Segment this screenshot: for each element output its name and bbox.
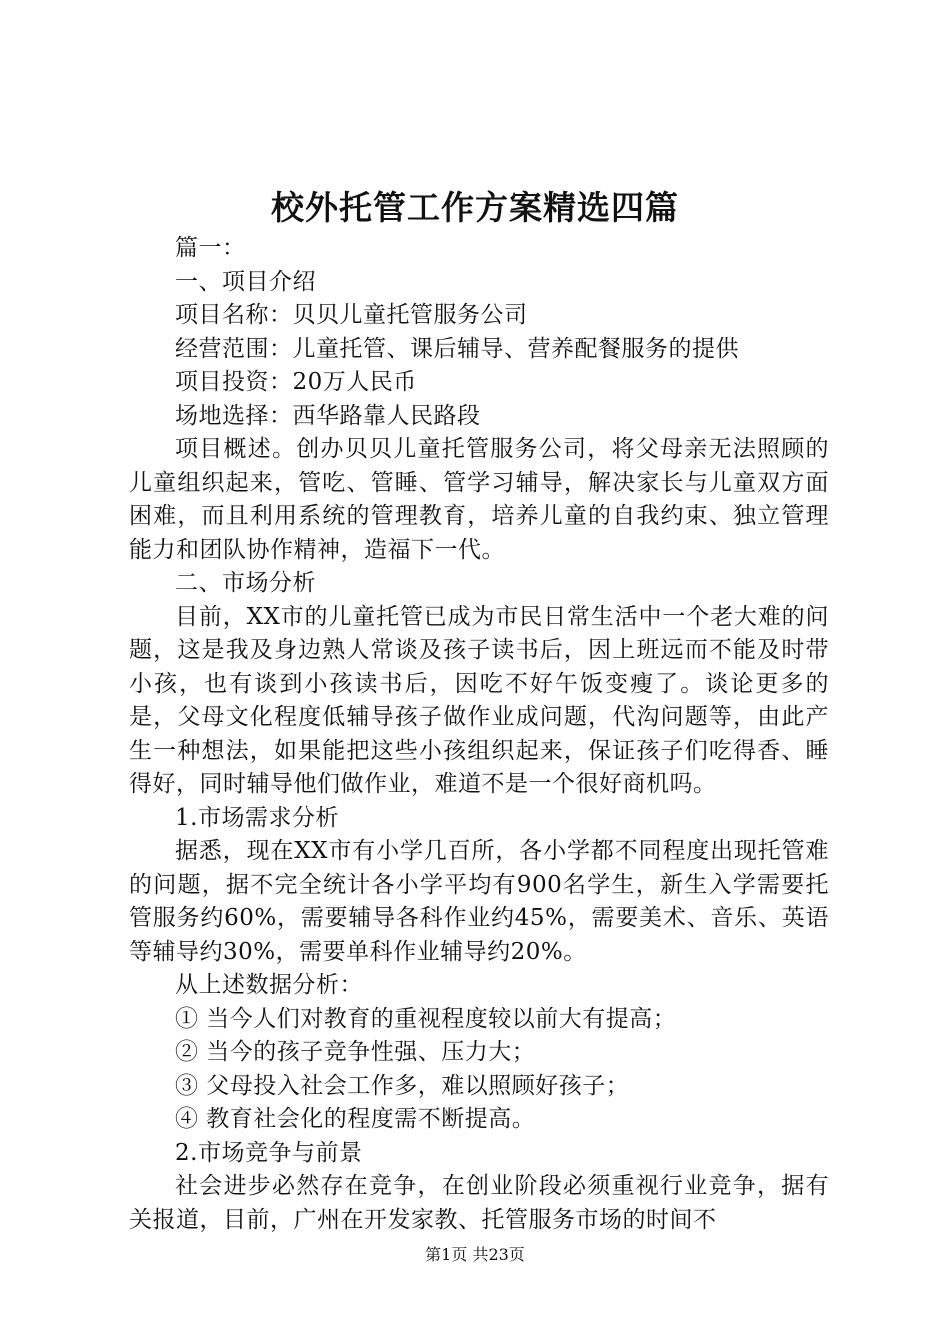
paragraph: 项目名称：贝贝儿童托管服务公司 — [175, 302, 528, 328]
list-item: ③ 父母投入社会工作多，难以照顾好孩子； — [175, 1072, 630, 1099]
subsection-heading: 1.市场需求分析 — [175, 804, 339, 831]
section-heading: 一、项目介绍 — [175, 268, 316, 295]
list-item: ① 当今人们对教育的重视程度较以前大有提高； — [175, 1005, 677, 1032]
subsection-heading: 2.市场竞争与前景 — [175, 1139, 363, 1166]
document-title: 校外托管工作方案精选四篇 — [271, 188, 679, 227]
paragraph: 篇一： — [175, 235, 246, 261]
paragraph: 据悉，现在XX市有小学几百所，各小学都不同程度出现托管难的问题，据不完全统计各小学平均有900名学生，新生入学需要托管服务约60%，需要辅导各科作业约45%，需要美术、音乐、英语等辅导约30%，需要单科作业辅导约20%。 — [129, 838, 829, 965]
paragraph: 社会进步必然存在竞争，在创业阶段必须重视行业竞争，据有关报道，目前，广州在开发家教、托管服务市场的时间不 — [129, 1173, 829, 1233]
section-heading: 二、市场分析 — [175, 570, 316, 596]
paragraph: 项目概述。创办贝贝儿童托管服务公司，将父母亲无法照顾的儿童组织起来，管吃、管睡、管学习辅导，解决家长与儿童双方面困难，而且利用系统的管理教育，培养儿童的自我约束、独立管理能力和团队协作精神，造福下一代。 — [129, 436, 829, 563]
paragraph: 从上述数据分析： — [175, 972, 363, 998]
paragraph: 经营范围：儿童托管、课后辅导、营养配餐服务的提供 — [175, 335, 739, 362]
document-body — [129, 232, 829, 1237]
paragraph: 目前，XX市的儿童托管已成为市民日常生活中一个老大难的问题，这是我及身边熟人常谈及孩子读书后，因上班远而不能及时带小孩，也有谈到小孩读书后，因吃不好午饭变瘦了。谈论更多的是，父母文化程度低辅导孩子做作业成问题，代沟问题等，由此产生一种想法，如果能把这些小孩组织起来，保证孩子们吃得香、睡得好，同时辅导他们做作业，难道不是一个很好商机吗。 — [129, 603, 829, 797]
list-item: ④ 教育社会化的程度需不断提高。 — [175, 1106, 536, 1132]
page-number-footer: 第1页 共23页 — [425, 1245, 525, 1264]
paragraph: 项目投资：20万人民币 — [175, 369, 417, 395]
paragraph: 场地选择：西华路靠人民路段 — [175, 402, 481, 429]
list-item: ② 当今的孩子竞争性强、压力大； — [175, 1039, 536, 1065]
